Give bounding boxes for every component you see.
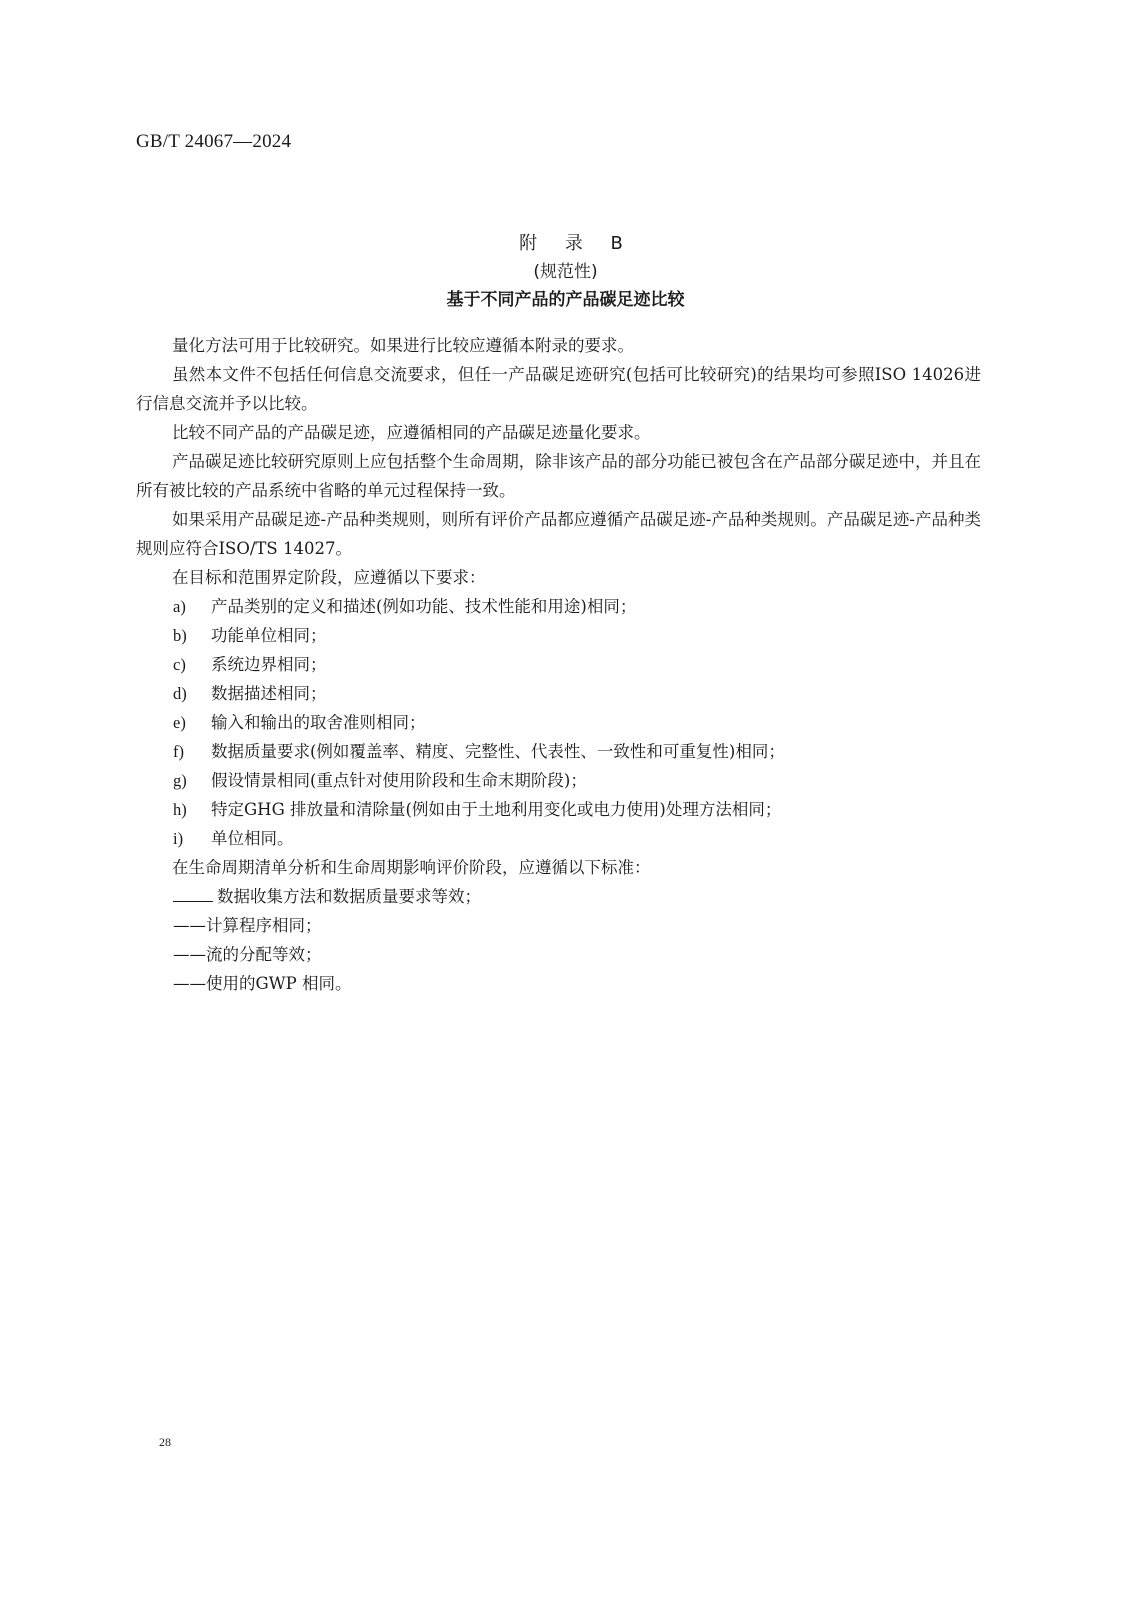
list-item-label: a)	[173, 597, 186, 616]
list-item-label: f)	[173, 742, 184, 761]
list-item-label: h)	[173, 800, 187, 819]
list-item-text: 假设情景相同(重点针对使用阶段和生命末期阶段)；	[211, 771, 587, 790]
annex-body	[136, 331, 981, 998]
list-item-label: i)	[173, 829, 184, 848]
list-item-label: c)	[173, 655, 186, 674]
list-item	[136, 708, 981, 737]
dash-item-text: 使用的GWP 相同。	[206, 974, 352, 993]
list-item-text: 单位相同。	[211, 829, 294, 848]
page-number: 28	[159, 1435, 171, 1449]
list-item-text: 特定GHG 排放量和清除量(例如由于土地利用变化或电力使用)处理方法相同；	[211, 800, 782, 819]
dash-item-text: 计算程序相同；	[206, 916, 322, 935]
list-item-label: d)	[173, 684, 187, 703]
list-item-label: b)	[173, 626, 187, 645]
list-item	[136, 621, 981, 650]
paragraph: 比较不同产品的产品碳足迹，应遵循相同的产品碳足迹量化要求。	[172, 423, 651, 442]
dash-item	[136, 940, 981, 969]
list-item	[136, 679, 981, 708]
paragraph: 产品碳足迹比较研究原则上应包括整个生命周期，除非该产品的部分功能已被包含在产品部分碳足迹中，并且在所有被比较的产品系统中省略的单元过程保持一致。	[136, 452, 981, 500]
annex-title: 附 录 B	[519, 233, 634, 254]
dash-item	[136, 882, 981, 911]
dash-item-text: 流的分配等效；	[206, 945, 322, 964]
list-item	[136, 592, 981, 621]
paragraph: 如果采用产品碳足迹-产品种类规则，则所有评价产品都应遵循产品碳足迹-产品种类规则。产品碳足迹-产品种类规则应符合ISO/TS 14027。	[136, 510, 981, 558]
dash-item	[136, 911, 981, 940]
dash-item	[136, 969, 981, 998]
list-item-text: 功能单位相同；	[211, 626, 327, 645]
dash-item-text: 数据收集方法和数据质量要求等效；	[217, 887, 481, 906]
annex-type: (规范性)	[533, 262, 598, 282]
list-item	[136, 766, 981, 795]
paragraph: 虽然本文件不包括任何信息交流要求，但任一产品碳足迹研究(包括可比较研究)的结果均可参照ISO 14026进行信息交流并予以比较。	[136, 365, 981, 413]
list-item	[136, 737, 981, 766]
paragraph: 在目标和范围界定阶段，应遵循以下要求：	[172, 568, 486, 587]
list-item	[136, 795, 981, 824]
standard-code: GB/T 24067—2024	[136, 131, 292, 152]
paragraph: 量化方法可用于比较研究。如果进行比较应遵循本附录的要求。	[172, 336, 634, 355]
list-item-label: e)	[173, 713, 186, 732]
list-item-text: 产品类别的定义和描述(例如功能、技术性能和用途)相同；	[211, 597, 637, 616]
list-item-text: 系统边界相同；	[211, 655, 327, 674]
dash-marker: ——	[173, 916, 206, 935]
dash-marker: ——	[173, 945, 206, 964]
list-item	[136, 650, 981, 679]
list-item-text: 数据描述相同；	[211, 684, 327, 703]
list-item-text: 数据质量要求(例如覆盖率、精度、完整性、代表性、一致性和可重复性)相同；	[211, 742, 785, 761]
paragraph: 在生命周期清单分析和生命周期影响评价阶段，应遵循以下标准：	[172, 858, 651, 877]
dash-marker: ——	[173, 974, 206, 993]
list-item-label: g)	[173, 771, 187, 790]
list-item-text: 输入和输出的取舍准则相同；	[211, 713, 426, 732]
annex-name: 基于不同产品的产品碳足迹比较	[446, 290, 685, 310]
list-item	[136, 824, 981, 853]
blank-line-marker	[173, 887, 213, 902]
